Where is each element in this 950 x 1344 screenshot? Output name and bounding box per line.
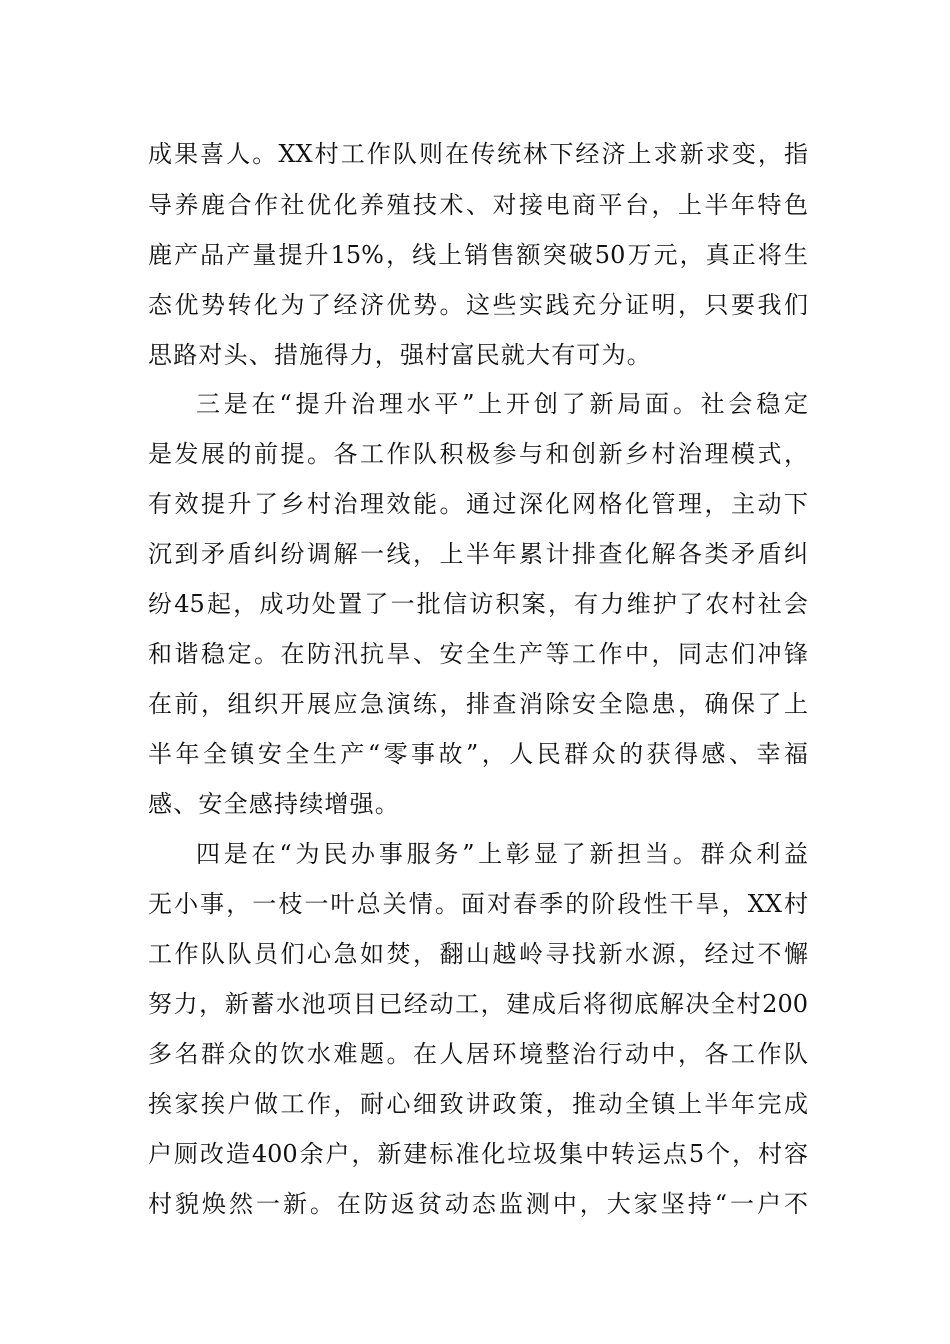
paragraph-4-start: 四是在“为民办事服务”上彰显了新担当。群众利益 [196, 840, 808, 868]
text-line-7: 是发展的前提。各工作队积极参与和创新乡村治理模式， [148, 440, 808, 468]
text-line-3: 鹿产品产量提升15%，线上销售额突破50万元，真正将生 [148, 241, 808, 269]
text-line-20: 挨家挨户做工作，耐心细致讲政策，推动全镇上半年完成 [148, 1090, 808, 1118]
text-line-17: 工作队队员们心急如焚，翻山越岭寻找新水源，经过不懈 [148, 940, 808, 968]
text-line-2: 导养鹿合作社优化养殖技术、对接电商平台，上半年特色 [148, 191, 808, 219]
text-line-10: 纷45起，成功处置了一批信访积案，有力维护了农村社会 [148, 590, 808, 618]
text-line-21: 户厕改造400余户，新建标准化垃圾集中转运点5个，村容 [148, 1140, 808, 1168]
text-line-4: 态优势转化为了经济优势。这些实践充分证明，只要我们 [148, 291, 808, 319]
text-line-14: 感、安全感持续增强。 [148, 790, 400, 818]
text-line-22: 村貌焕然一新。在防返贫动态监测中，大家坚持“一户不 [148, 1190, 808, 1218]
text-line-9: 沉到矛盾纠纷调解一线，上半年累计排查化解各类矛盾纠 [148, 540, 808, 568]
text-line-8: 有效提升了乡村治理效能。通过深化网格化管理，主动下 [148, 490, 808, 518]
text-line-1: 成果喜人。XX村工作队则在传统林下经济上求新求变，指 [148, 140, 808, 168]
text-line-19: 多名群众的饮水难题。在人居环境整治行动中，各工作队 [148, 1040, 808, 1068]
text-line-11: 和谐稳定。在防汛抗旱、安全生产等工作中，同志们冲锋 [148, 640, 808, 668]
text-line-5: 思路对头、措施得力，强村富民就大有可为。 [148, 341, 652, 369]
text-line-12: 在前，组织开展应急演练，排查消除安全隐患，确保了上 [148, 690, 808, 718]
text-line-18: 努力，新蓄水池项目已经动工，建成后将彻底解决全村200 [148, 990, 808, 1018]
paragraph-3-start: 三是在“提升治理水平”上开创了新局面。社会稳定 [196, 390, 808, 418]
text-line-16: 无小事，一枝一叶总关情。面对春季的阶段性干旱，XX村 [148, 890, 808, 918]
text-line-13: 半年全镇安全生产“零事故”，人民群众的获得感、幸福 [148, 740, 808, 768]
